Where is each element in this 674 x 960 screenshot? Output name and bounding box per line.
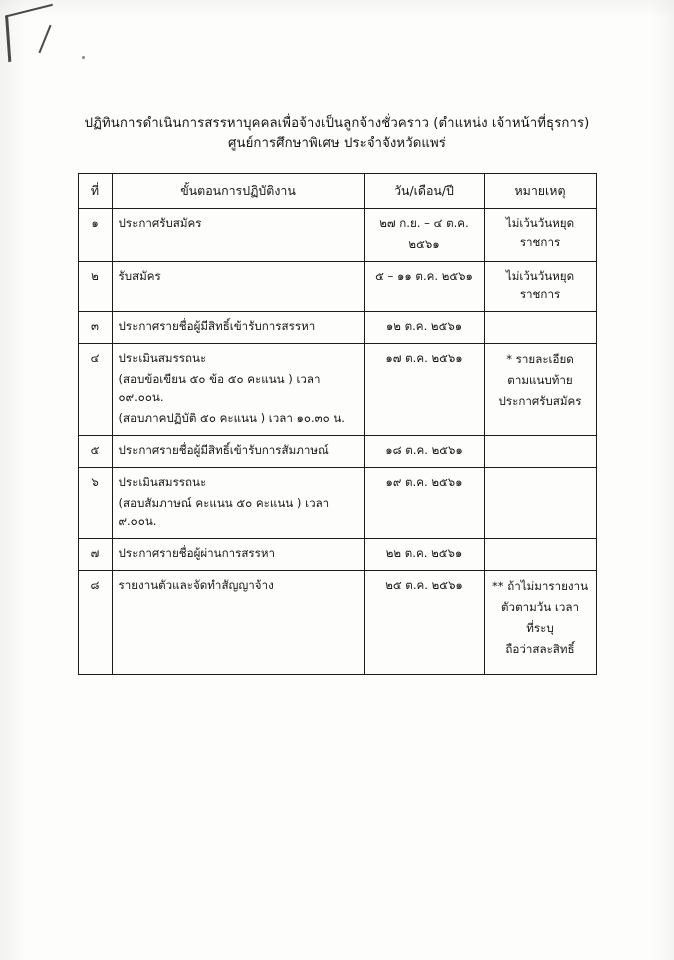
column-header-note: หมายเหตุ — [484, 173, 596, 208]
column-header-step: ขั้นตอนการปฏิบัติงาน — [112, 173, 364, 208]
row-number: ๒ — [78, 261, 112, 312]
table-row — [78, 209, 596, 262]
row-number: ๗ — [78, 539, 112, 571]
row-date: ๑๗ ต.ค. ๒๕๖๑ — [364, 343, 484, 435]
row-note — [484, 570, 596, 674]
row-note-line: ถือว่าสละสิทธิ์ — [505, 641, 575, 656]
table-row — [78, 312, 596, 344]
title-line-1: ปฏิทินการดำเนินการสรรหาบุคคลเพื่อจ้างเป็นลูกจ้างชั่วคราว (ตำแหน่ง เจ้าหน้าที่ธุรการ) — [84, 116, 590, 131]
row-date: ๒๒ ต.ค. ๒๕๖๑ — [364, 539, 484, 571]
row-date-main: ๒๗ ก.ย. – ๔ ต.ค. — [379, 216, 469, 230]
row-step: ประกาศรายชื่อผู้ผ่านการสรรหา — [112, 539, 364, 571]
row-step: ประกาศรายชื่อผู้มีสิทธิ์เข้ารับการสรรหา — [112, 312, 364, 344]
column-header-no: ที่ — [78, 173, 112, 208]
table-row — [78, 261, 596, 312]
row-note — [484, 436, 596, 468]
row-step: รายงานตัวและจัดทำสัญญาจ้าง — [112, 570, 364, 674]
row-number: ๑ — [78, 209, 112, 262]
row-step — [112, 343, 364, 435]
row-step: ประกาศรับสมัคร — [112, 209, 364, 262]
row-note — [484, 343, 596, 435]
row-date: ๑๘ ต.ค. ๒๕๖๑ — [364, 436, 484, 468]
row-step: รับสมัคร — [112, 261, 364, 312]
row-date: ๒๕ ต.ค. ๒๕๖๑ — [364, 570, 484, 674]
table-header-row — [78, 173, 596, 208]
row-step — [112, 467, 364, 538]
table-row — [78, 570, 596, 674]
row-number: ๓ — [78, 312, 112, 344]
row-note — [484, 467, 596, 538]
row-note-line: ตามแนบท้าย — [507, 372, 573, 387]
row-note: ไม่เว้นวันหยุดราชการ — [484, 261, 596, 312]
row-number: ๔ — [78, 343, 112, 435]
row-step-detail-1: (สอบสัมภาษณ์ คะแนน ๕๐ คะแนน ) เวลา ๙.๐๐น. — [118, 495, 330, 529]
row-number: ๕ — [78, 436, 112, 468]
title-line-2: ศูนย์การศึกษาพิเศษ ประจำจังหวัดแพร่ — [228, 136, 446, 152]
row-date-sub: ๒๕๖๑ — [408, 236, 440, 251]
row-note-line: ประกาศรับสมัคร — [498, 393, 582, 408]
row-date: ๕ – ๑๑ ต.ค. ๒๕๖๑ — [364, 261, 484, 312]
recruitment-calendar-table — [78, 173, 597, 675]
row-number: ๘ — [78, 570, 112, 674]
table-row — [78, 539, 596, 571]
row-date — [364, 209, 484, 262]
row-note-line: ตัวตามวัน เวลา — [501, 599, 579, 614]
row-step-detail-1: (สอบข้อเขียน ๕๐ ข้อ ๕๐ คะแนน ) เวลา ๐๙.๐๐น. — [118, 371, 321, 405]
row-step-main: ประเมินสมรรถนะ — [118, 474, 207, 489]
table-row — [78, 343, 596, 435]
row-step-detail-2: (สอบภาคปฏิบัติ ๕๐ คะแนน ) เวลา ๑๐.๓๐ น. — [118, 411, 345, 426]
row-step: ประกาศรายชื่อผู้มีสิทธิ์เข้ารับการสัมภาษณ์ — [112, 436, 364, 468]
row-note: ไม่เว้นวันหยุดราชการ — [484, 209, 596, 262]
row-step-main: ประเมินสมรรถนะ — [118, 350, 207, 365]
table-row — [78, 467, 596, 538]
row-date: ๑๒ ต.ค. ๒๕๖๑ — [364, 312, 484, 344]
column-header-date: วัน/เดือน/ปี — [364, 173, 484, 208]
row-note-line: ** ถ้าไม่มารายงาน — [491, 578, 589, 593]
row-note-line: ที่ระบุ — [526, 620, 554, 635]
table-row — [78, 436, 596, 468]
row-note — [484, 539, 596, 571]
row-note-line: * รายละเอียด — [506, 351, 574, 366]
row-number: ๖ — [78, 467, 112, 538]
document-title — [0, 114, 674, 155]
row-note — [484, 312, 596, 344]
row-date: ๑๙ ต.ค. ๒๕๖๑ — [364, 467, 484, 538]
